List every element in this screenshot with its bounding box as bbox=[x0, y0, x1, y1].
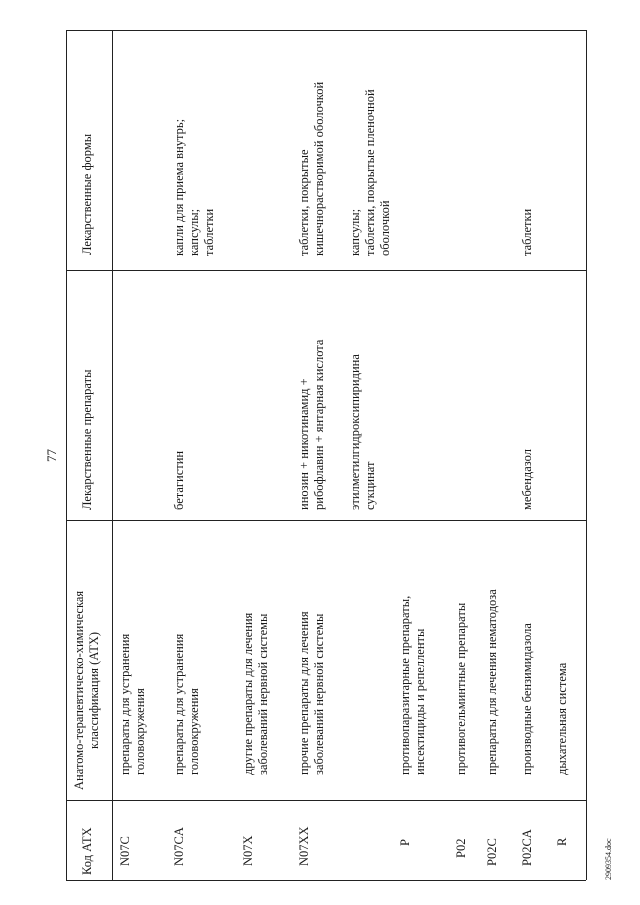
footer-file-code: 2909354.doc bbox=[604, 838, 613, 880]
header-drugs: Лекарственные препараты bbox=[80, 369, 94, 510]
column-divider-3 bbox=[66, 800, 586, 801]
atc-classification: другие препараты для лечения заболеваний нервной системы bbox=[241, 612, 270, 775]
header-forms: Лекарственные формы bbox=[80, 133, 94, 255]
table-border-right bbox=[586, 30, 587, 880]
dosage-forms: капли для приема внутрь; капсулы; таблетки bbox=[172, 118, 216, 256]
atc-code: N07X bbox=[241, 835, 255, 866]
dosage-forms: капсулы; таблетки, покрытые пленочной оболочкой bbox=[348, 89, 392, 256]
atc-code: P02 bbox=[454, 838, 468, 858]
atc-classification: производные бензимидазола bbox=[520, 623, 534, 775]
header-code: Код АТХ bbox=[80, 827, 94, 875]
drug-name: бетагистин bbox=[172, 450, 186, 510]
atc-code: N07CA bbox=[172, 827, 186, 866]
header-divider bbox=[112, 30, 113, 880]
table-border-top bbox=[66, 30, 586, 31]
atc-classification: противогельминтные препараты bbox=[454, 602, 468, 775]
atc-classification: дыхательная система bbox=[555, 662, 569, 775]
page-number: 77 bbox=[44, 449, 59, 462]
atc-code: P02C bbox=[485, 838, 499, 866]
dosage-forms: таблетки, покрытые кишечнорастворимой оболочкой bbox=[297, 81, 326, 256]
atc-classification: прочие препараты для лечения заболеваний нервной системы bbox=[297, 611, 326, 775]
table-border-left bbox=[66, 30, 67, 880]
column-divider-1 bbox=[66, 270, 586, 271]
atc-classification: препараты для устранения головокружения bbox=[172, 633, 201, 775]
column-divider-2 bbox=[66, 520, 586, 521]
atc-code: N07XX bbox=[297, 826, 311, 866]
atc-code: R bbox=[555, 837, 569, 846]
atc-code: N07C bbox=[118, 836, 132, 866]
drug-name: мебендазол bbox=[520, 449, 534, 510]
table-border-bottom bbox=[66, 880, 586, 881]
atc-code: P bbox=[398, 839, 412, 846]
atc-code: P02CA bbox=[520, 829, 534, 866]
dosage-forms: таблетки bbox=[520, 208, 534, 256]
atc-classification: противопаразитарные препараты, инсектициды и репелленты bbox=[398, 595, 427, 775]
drug-name: этилметилгидроксипиридина сукцинат bbox=[348, 354, 377, 510]
drug-name: инозин + никотинамид + рибофлавин + янтарная кислота bbox=[297, 339, 326, 510]
atc-classification: препараты для лечения нематодоза bbox=[485, 589, 499, 775]
header-classification: Анатомо-терапевтическо-химическая классификация (АТХ) bbox=[72, 590, 101, 790]
atc-classification: препараты для устранения головокружения bbox=[118, 633, 147, 775]
